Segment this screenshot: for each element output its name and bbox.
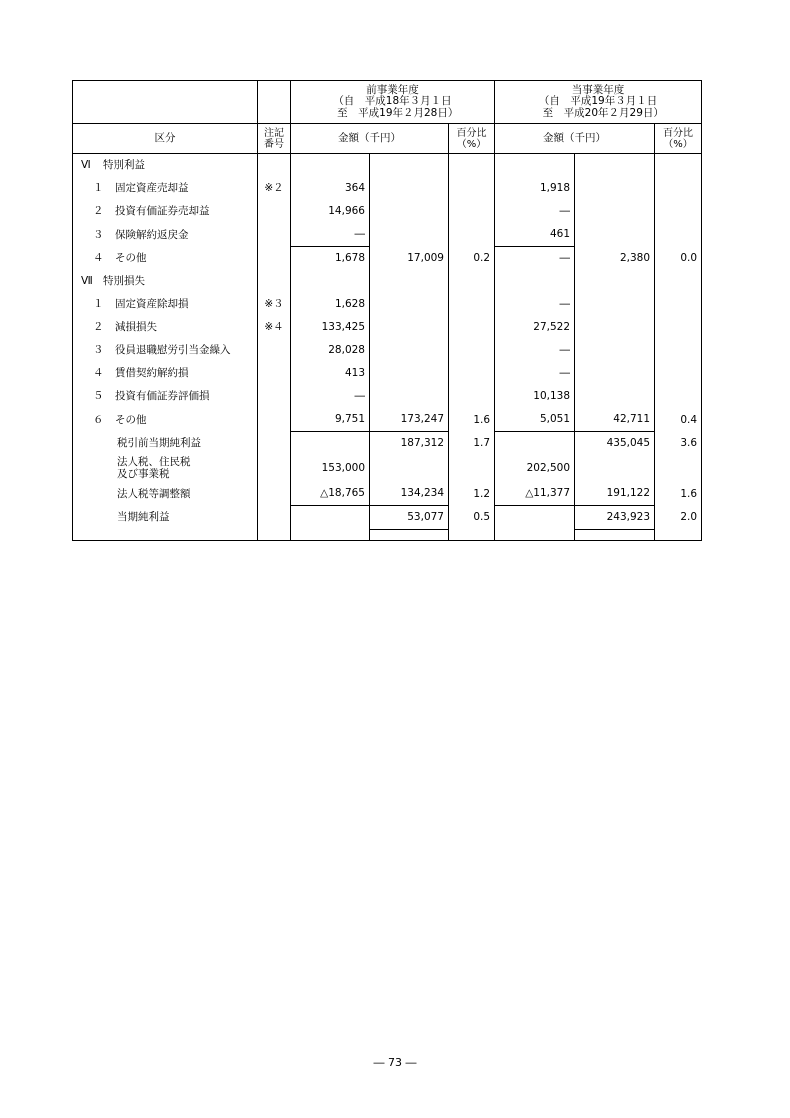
prev-pct-cell (449, 339, 495, 362)
prev-amount-cell: 28,028 (291, 339, 370, 362)
section-number: Ⅵ (81, 159, 91, 172)
note-cell (258, 432, 291, 456)
prev-amount-cell: 364 (291, 177, 370, 200)
curr-amount-cell: 10,138 (495, 385, 575, 408)
note-cell: ※２ (258, 177, 291, 200)
note-cell (258, 408, 291, 432)
curr-pct-cell (655, 177, 702, 200)
curr-subtotal-cell (575, 200, 655, 223)
prev-subtotal-cell (370, 362, 449, 385)
col-kubun-header: 区分 (73, 124, 258, 154)
row-number: ４ (93, 252, 104, 265)
row-label: 投資有価証券評価損 (115, 390, 210, 403)
curr-subtotal-cell: 2,380 (575, 247, 655, 271)
row-label: 役員退職慰労引当金繰入 (115, 344, 231, 357)
income-statement-table (72, 80, 702, 541)
table-row (73, 247, 702, 271)
prev-pct-cell: 0.5 (449, 506, 495, 530)
curr-amount-header: 金額（千円） (495, 124, 655, 154)
row-number: ４ (93, 367, 104, 380)
blank-header-cell (258, 81, 291, 124)
prev-subtotal-cell (370, 293, 449, 316)
prev-subtotal-cell (370, 316, 449, 339)
prev-subtotal-cell: 173,247 (370, 408, 449, 432)
prev-pct-cell (449, 316, 495, 339)
curr-amount-cell: ― (495, 200, 575, 223)
section-label (73, 270, 258, 293)
prev-pct-header: 百分比 （%） (449, 124, 495, 154)
table-row (73, 293, 702, 316)
table-row (73, 455, 702, 482)
section-label (73, 154, 258, 178)
prev-amount-cell: 9,751 (291, 408, 370, 432)
prev-pct-cell (449, 223, 495, 247)
row-label: 当期純利益 (73, 506, 258, 530)
prev-amount-cell: 413 (291, 362, 370, 385)
prev-subtotal-cell (370, 385, 449, 408)
row-label: 法人税、住民税 及び事業税 (73, 455, 258, 482)
prev-pct-cell (449, 200, 495, 223)
curr-pct-cell (655, 200, 702, 223)
curr-subtotal-cell (575, 455, 655, 482)
curr-pct-header: 百分比 （%） (655, 124, 702, 154)
curr-subtotal-cell (575, 293, 655, 316)
curr-amount-cell: ― (495, 293, 575, 316)
period-header-row (73, 81, 702, 124)
prev-pct-cell (449, 385, 495, 408)
prev-pct-cell (449, 362, 495, 385)
curr-subtotal-cell (575, 385, 655, 408)
curr-pct-cell (655, 455, 702, 482)
prev-amount-cell: ― (291, 385, 370, 408)
note-cell (258, 385, 291, 408)
row-number: ３ (93, 228, 104, 241)
note-cell (258, 506, 291, 530)
table-row (73, 482, 702, 506)
curr-subtotal-cell (575, 316, 655, 339)
blank-header-cell (73, 81, 258, 124)
table-row (73, 432, 702, 456)
row-label: 固定資産売却益 (115, 182, 189, 195)
curr-subtotal-cell: 435,045 (575, 432, 655, 456)
row-label: その他 (115, 252, 147, 265)
prev-subtotal-cell (370, 200, 449, 223)
note-cell: ※４ (258, 316, 291, 339)
curr-subtotal-cell (575, 177, 655, 200)
prev-amount-cell: 1,628 (291, 293, 370, 316)
prev-subtotal-cell (370, 177, 449, 200)
curr-amount-cell: 1,918 (495, 177, 575, 200)
curr-subtotal-cell (575, 223, 655, 247)
prev-subtotal-cell: 53,077 (370, 506, 449, 530)
row-number: ２ (93, 321, 104, 334)
curr-pct-cell (655, 362, 702, 385)
prev-period-header: 前事業年度 （自 平成18年３月１日 至 平成19年２月28日） (291, 81, 495, 124)
curr-subtotal-cell (575, 339, 655, 362)
note-cell (258, 339, 291, 362)
prev-subtotal-cell (370, 339, 449, 362)
prev-subtotal-cell: 17,009 (370, 247, 449, 271)
note-cell (258, 362, 291, 385)
section-title: 特別損失 (103, 275, 145, 288)
page-number: ― 73 ― (373, 1056, 417, 1069)
note-cell (258, 455, 291, 482)
curr-subtotal-cell: 42,711 (575, 408, 655, 432)
note-cell (258, 223, 291, 247)
table-row (73, 506, 702, 530)
table-row (73, 362, 702, 385)
row-number: ３ (93, 344, 104, 357)
col-note-header: 注記 番号 (258, 124, 291, 154)
curr-amount-cell (495, 506, 575, 530)
section-number: Ⅶ (81, 275, 93, 288)
row-label: 固定資産除却損 (115, 298, 189, 311)
prev-subtotal-cell: 134,234 (370, 482, 449, 506)
curr-amount-cell: 461 (495, 223, 575, 247)
curr-pct-cell (655, 316, 702, 339)
prev-amount-cell: 133,425 (291, 316, 370, 339)
prev-pct-cell (449, 293, 495, 316)
curr-amount-cell: △11,377 (495, 482, 575, 506)
prev-subtotal-cell (370, 455, 449, 482)
table-row (73, 316, 702, 339)
row-label: 減損損失 (115, 321, 157, 334)
row-label: その他 (115, 413, 147, 426)
prev-amount-cell: △18,765 (291, 482, 370, 506)
prev-pct-cell: 1.6 (449, 408, 495, 432)
prev-pct-cell: 0.2 (449, 247, 495, 271)
row-label: 法人税等調整額 (73, 482, 258, 506)
prev-amount-cell: ― (291, 223, 370, 247)
prev-amount-cell (291, 506, 370, 530)
curr-subtotal-cell (575, 362, 655, 385)
prev-pct-cell (449, 177, 495, 200)
section-header-special-loss (73, 270, 702, 293)
prev-amount-cell: 14,966 (291, 200, 370, 223)
row-number: ２ (93, 205, 104, 218)
curr-amount-cell: 27,522 (495, 316, 575, 339)
curr-pct-cell (655, 223, 702, 247)
table-closing-row (73, 530, 702, 541)
curr-pct-cell (655, 385, 702, 408)
curr-amount-cell: ― (495, 247, 575, 271)
column-header-row (73, 124, 702, 154)
section-header-special-income (73, 154, 702, 178)
curr-amount-cell: ― (495, 339, 575, 362)
curr-subtotal-cell: 243,923 (575, 506, 655, 530)
table-row (73, 385, 702, 408)
table-row (73, 339, 702, 362)
note-cell (258, 482, 291, 506)
row-number: １ (93, 182, 104, 195)
curr-amount-cell: ― (495, 362, 575, 385)
row-number: ５ (93, 390, 104, 403)
curr-subtotal-cell: 191,122 (575, 482, 655, 506)
curr-amount-cell: 5,051 (495, 408, 575, 432)
curr-pct-cell (655, 293, 702, 316)
row-number: １ (93, 298, 104, 311)
prev-pct-cell: 1.2 (449, 482, 495, 506)
row-number: ６ (93, 413, 104, 426)
table-row (73, 200, 702, 223)
row-label: 保険解約返戻金 (115, 228, 189, 241)
curr-pct-cell: 0.4 (655, 408, 702, 432)
prev-subtotal-cell: 187,312 (370, 432, 449, 456)
curr-pct-cell: 2.0 (655, 506, 702, 530)
table-row (73, 177, 702, 200)
curr-pct-cell: 0.0 (655, 247, 702, 271)
curr-amount-cell (495, 432, 575, 456)
note-cell: ※３ (258, 293, 291, 316)
curr-amount-cell: 202,500 (495, 455, 575, 482)
curr-pct-cell: 1.6 (655, 482, 702, 506)
prev-pct-cell (449, 455, 495, 482)
prev-pct-cell: 1.7 (449, 432, 495, 456)
curr-period-header: 当事業年度 （自 平成19年３月１日 至 平成20年２月29日） (495, 81, 702, 124)
prev-amount-cell: 1,678 (291, 247, 370, 271)
row-label: 投資有価証券売却益 (115, 205, 210, 218)
prev-subtotal-cell (370, 223, 449, 247)
section-title: 特別利益 (103, 159, 145, 172)
note-cell (258, 200, 291, 223)
prev-amount-cell: 153,000 (291, 455, 370, 482)
curr-pct-cell (655, 339, 702, 362)
curr-pct-cell: 3.6 (655, 432, 702, 456)
prev-amount-header: 金額（千円） (291, 124, 449, 154)
note-cell (258, 247, 291, 271)
row-label: 税引前当期純利益 (73, 432, 258, 456)
table-row (73, 408, 702, 432)
prev-amount-cell (291, 432, 370, 456)
row-label: 賃借契約解約損 (115, 367, 189, 380)
table-row (73, 223, 702, 247)
